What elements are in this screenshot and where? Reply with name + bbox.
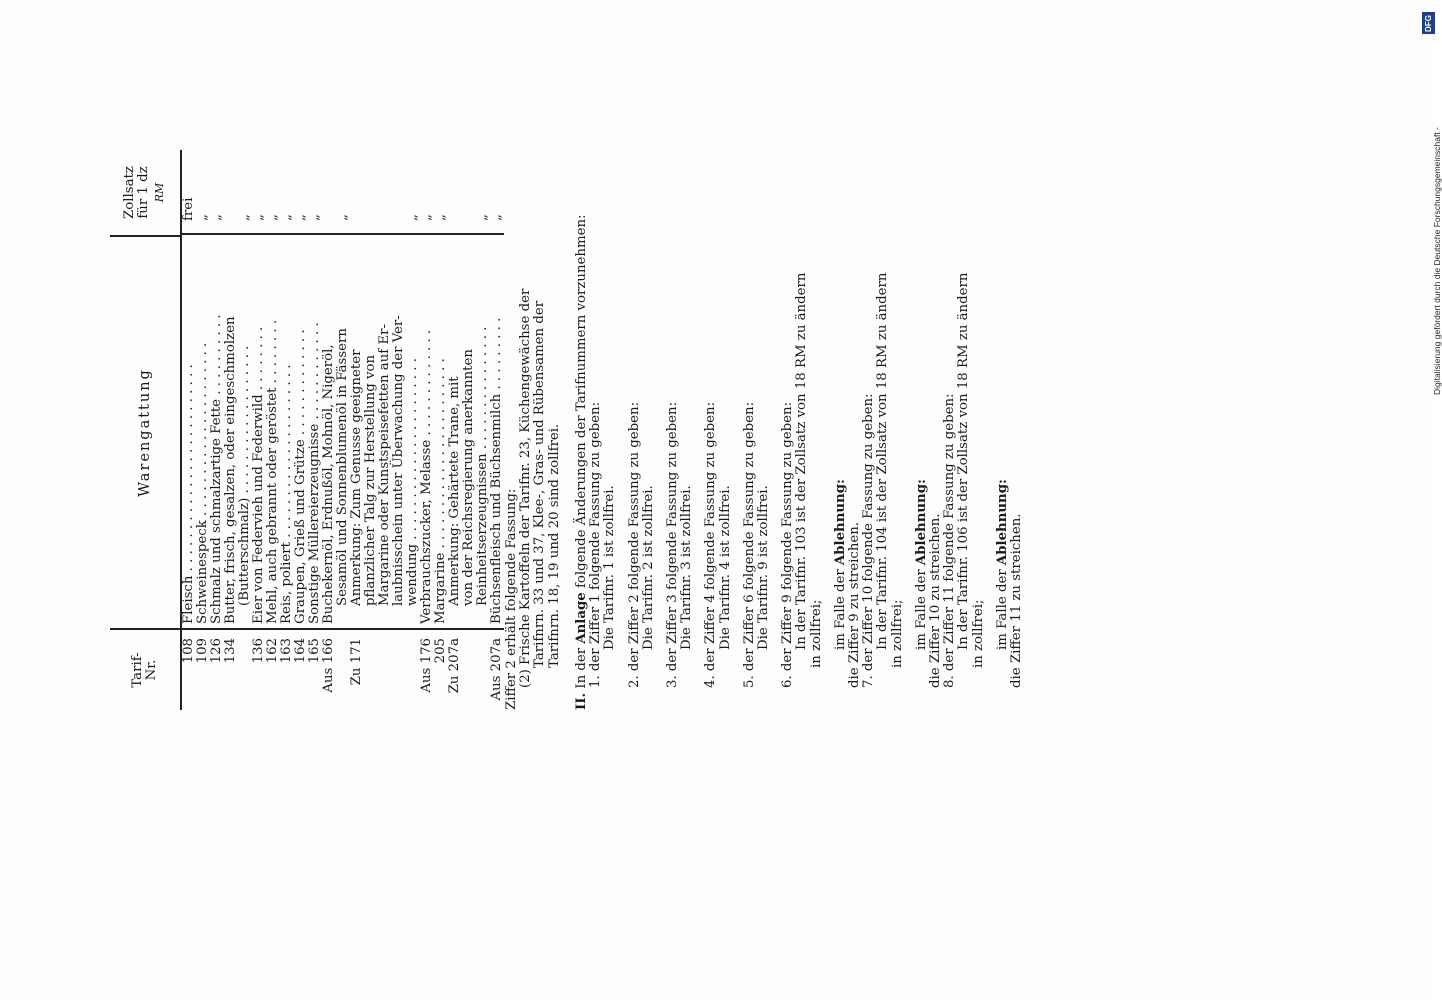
- cell-ware: wendung . . . . . . . . . . . . . . . . . . . . . .: [406, 235, 420, 630]
- item-number: 4.: [703, 675, 719, 688]
- amendment-sub: In der Tarifnr. 104 ist der Zollsatz von 18 RM zu ändern: [875, 272, 891, 650]
- amendment-item: [743, 150, 781, 710]
- cell-zoll: „: [280, 150, 294, 235]
- header-zollsatz-unit: RM: [153, 182, 166, 203]
- table-row: [476, 150, 490, 710]
- cell-nr: [336, 630, 350, 710]
- ziffer2-line: (2) Frische Kartoffeln der Tarifnr. 23, Küchengewächse der: [518, 288, 534, 688]
- cell-ware: Reis, poliert . . . . . . . . . . . . . . . . . . . . .: [280, 235, 294, 630]
- falle-pre: im Falle der: [913, 565, 929, 650]
- cell-ware: Schweinespeck . . . . . . . . . . . . . . . . . . . . .: [196, 235, 210, 630]
- header-zollsatz: [110, 150, 180, 235]
- cell-zoll: „: [266, 150, 280, 235]
- falle-pre: im Falle der: [994, 565, 1010, 650]
- header-tarif-nr: [110, 628, 180, 710]
- amendment-line: [743, 150, 757, 710]
- amendment-sub: Die Tarifnr. 9 ist zollfrei.: [756, 485, 772, 650]
- item-number: 5.: [741, 675, 757, 688]
- table-row: [280, 150, 294, 710]
- section-two: [575, 150, 1024, 710]
- header-warengattung-label: Warengattung: [137, 368, 153, 497]
- item-text: der Ziffer 4 folgende Fassung zu geben:: [703, 401, 719, 672]
- cell-zoll: [378, 150, 392, 235]
- cell-nr: 164: [293, 638, 308, 664]
- cell-nr: [364, 630, 378, 710]
- table-header: [110, 150, 182, 710]
- header-warengattung: [110, 235, 180, 628]
- table-row: [462, 150, 476, 710]
- cell-ware: Graupen, Grieß und Grütze . . . . . . . . . . . . .: [294, 235, 308, 630]
- cell-ware: (Butterschmalz) . . . . . . . . . . . . . . . . . .: [238, 235, 252, 630]
- amendment-list: [589, 150, 781, 710]
- header-zollsatz-line1: Zollsatz: [122, 166, 137, 219]
- cell-nr: [476, 630, 490, 710]
- item-number: 2.: [626, 675, 642, 688]
- cell-zoll: [350, 150, 364, 235]
- cell-zoll: „: [308, 150, 322, 235]
- cell-zoll: „: [420, 150, 434, 235]
- table-row: [196, 150, 210, 710]
- cell-nr: 126: [209, 638, 224, 664]
- dfg-logo: [1422, 12, 1435, 34]
- table-row: [364, 150, 378, 710]
- cell-zoll: [364, 150, 378, 235]
- table-row: [378, 150, 392, 710]
- ablehnung: Ablehnung:: [994, 479, 1010, 566]
- cell-nr: Aus 207a: [489, 638, 504, 701]
- ziffer2-line: Tarifnrn. 33 und 37, Klee-, Gras- und Rübensamen der: [532, 300, 548, 668]
- cell-ware: Reinheitserzeugnissen . . . . . . . . . . . . . . .: [476, 235, 490, 630]
- table-row: [294, 150, 308, 710]
- cell-ware: laubnisschein unter Überwachung der Ver-: [392, 235, 406, 630]
- table-row: [224, 150, 238, 710]
- table-row: [252, 150, 266, 710]
- table-row: [210, 150, 224, 710]
- table-row: [392, 150, 406, 710]
- cell-nr: Zu 171: [349, 638, 364, 686]
- cell-zoll: „: [196, 150, 210, 235]
- amendment-sub: in zollfrei;: [970, 599, 986, 668]
- cell-nr: Aus 166: [321, 638, 336, 693]
- ablehnung: Ablehnung:: [913, 479, 929, 566]
- cell-nr: 136: [251, 638, 266, 664]
- cell-ware: Margarine . . . . . . . . . . . . . . . . . . . . . . .: [434, 235, 448, 630]
- cell-nr: [462, 630, 476, 710]
- table-row: [322, 150, 336, 710]
- cell-ware: pflanzlicher Talg zur Herstellung von: [364, 235, 378, 630]
- amendment-item-7: [862, 150, 943, 710]
- item-text: der Ziffer 9 folgende Fassung zu geben:: [780, 401, 796, 672]
- cell-zoll: „: [490, 150, 504, 235]
- amendment-line: [943, 150, 957, 710]
- item-text: der Ziffer 11 folgende Fassung zu geben:: [942, 393, 958, 672]
- cell-zoll: [448, 150, 462, 235]
- amendment-line: [666, 150, 680, 710]
- ziffer2-line: Tarifnrn. 18, 19 und 20 sind zollfrei.: [546, 423, 562, 668]
- cell-ware: Buchekernöl, Erdnußöl, Mohnöl, Nigeröl,: [322, 235, 336, 630]
- strike-line: die Ziffer 10 zu streichen.: [928, 513, 944, 688]
- cell-ware: Anmerkung: Gehärtete Trane, mit: [448, 235, 462, 630]
- cell-nr: [238, 630, 252, 710]
- item-text: der Ziffer 10 folgende Fassung zu geben:: [861, 393, 877, 672]
- table-row: [238, 150, 252, 710]
- cell-zoll: frei: [182, 150, 196, 235]
- cell-nr: 109: [195, 638, 210, 664]
- cell-ware: Verbrauchszucker, Melasse . . . . . . . . . . . . .: [420, 235, 434, 630]
- table-row: [350, 150, 364, 710]
- header-zollsatz-line2: für 1 dz: [136, 166, 151, 219]
- cell-ware: Anmerkung: Zum Genusse geeigneter: [350, 235, 364, 630]
- amendment-item-8: [943, 150, 1024, 710]
- item-text: der Ziffer 1 folgende Fassung zu geben:: [588, 401, 604, 672]
- ablehnung: Ablehnung:: [832, 479, 848, 566]
- table-row: [448, 150, 462, 710]
- cell-nr: 108: [181, 638, 196, 664]
- cell-ware: Schmalz und schmalzartige Fette . . . . . . . . . .: [210, 235, 224, 630]
- amendment-sub: in zollfrei;: [889, 599, 905, 668]
- intro-post: folgende Änderungen der Tarifnummern vorzunehmen:: [574, 214, 589, 593]
- amendment-sub: In der Tarifnr. 106 ist der Zollsatz von 18 RM zu ändern: [956, 272, 972, 650]
- cell-ware: Margarine oder Kunstspeisefetten auf Er-: [378, 235, 392, 630]
- table-row: [490, 150, 504, 710]
- cell-zoll: [462, 150, 476, 235]
- table-row: [266, 150, 280, 710]
- amendment-item: [589, 150, 627, 710]
- cell-nr: 165: [307, 638, 322, 664]
- dfg-logo-text: DFG: [1424, 14, 1434, 32]
- cell-zoll: [322, 150, 336, 235]
- ziffer2-block: [505, 150, 562, 710]
- table-row: [406, 150, 420, 710]
- strike-line: die Ziffer 11 zu streichen.: [1009, 513, 1025, 688]
- cell-ware: Sonstige Müllereierzeugnisse . . . . . . . . . . . .: [308, 235, 322, 630]
- cell-ware: Büchsenfleisch und Büchsenmilch . . . . . . . . .: [490, 235, 504, 630]
- cell-nr: 162: [265, 638, 280, 664]
- amendment-line: [781, 150, 795, 710]
- cell-zoll: „: [336, 150, 350, 235]
- cell-zoll: [392, 150, 406, 235]
- cell-ware: Fleisch . . . . . . . . . . . . . . . . . . . . . . . . .: [182, 235, 196, 630]
- table-body: [182, 150, 504, 710]
- cell-zoll: „: [238, 150, 252, 235]
- cell-ware: Sesamöl und Sonnenblumenöl in Fässern: [336, 235, 350, 630]
- falle-pre: im Falle der: [832, 565, 848, 650]
- falle-line: [996, 150, 1010, 710]
- cell-ware: Mehl, auch gebrannt oder geröstet . . . . . . . .: [266, 235, 280, 630]
- cell-ware: Butter, frisch, gesalzen, oder eingeschmolzen: [224, 235, 238, 630]
- item-number: 6.: [780, 675, 796, 688]
- cell-zoll: „: [252, 150, 266, 235]
- cell-ware: Eier von Federvieh und Federwild . . . . . . . .: [252, 235, 266, 630]
- section-two-intro: [575, 150, 589, 710]
- cell-nr: Aus 176: [419, 638, 434, 693]
- table-row: [182, 150, 196, 710]
- amendment-line: [704, 150, 718, 710]
- tariff-table: [110, 150, 504, 710]
- amendment-sub: Die Tarifnr. 2 ist zollfrei.: [640, 485, 656, 650]
- item-number: 1.: [588, 675, 604, 688]
- table-row: [420, 150, 434, 710]
- amendment-line: [862, 150, 876, 710]
- item-number: 8.: [942, 675, 958, 688]
- cell-zoll: „: [406, 150, 420, 235]
- amendment-sub: In der Tarifnr. 103 ist der Zollsatz von 18 RM zu ändern: [794, 272, 810, 650]
- cell-nr: 205: [433, 638, 448, 664]
- cell-ware: von der Reichsregierung anerkannten: [462, 235, 476, 630]
- ziffer2-line: Ziffer 2 erhält folgende Fassung:: [504, 488, 519, 710]
- amendment-item-6: [781, 150, 862, 710]
- amendment-sub: Die Tarifnr. 1 ist zollfrei.: [602, 485, 618, 650]
- falle-line: [915, 150, 929, 710]
- rotated-document: [110, 150, 1340, 710]
- item-number: 7.: [861, 675, 877, 688]
- item-text: der Ziffer 3 folgende Fassung zu geben:: [665, 401, 681, 672]
- amendment-line: [589, 150, 603, 710]
- cell-zoll: [224, 150, 238, 235]
- item-number: 3.: [665, 675, 681, 688]
- cell-nr: 134: [223, 638, 238, 664]
- amendment-sub: Die Tarifnr. 4 ist zollfrei.: [717, 485, 733, 650]
- funding-note: Digitalisierung gefördert durch die Deutsche Forschungsgemeinschaft -: [1432, 127, 1442, 395]
- cell-nr: [378, 630, 392, 710]
- amendment-item: [704, 150, 742, 710]
- amendment-line: [628, 150, 642, 710]
- table-row: [336, 150, 350, 710]
- table-row: [434, 150, 448, 710]
- table-row: [308, 150, 322, 710]
- section-number: II.: [574, 692, 589, 710]
- strike-line: die Ziffer 9 zu streichen.: [847, 521, 863, 688]
- cell-nr: [406, 630, 420, 710]
- item-text: der Ziffer 2 folgende Fassung zu geben:: [626, 401, 642, 672]
- cell-zoll: „: [294, 150, 308, 235]
- intro-pre: In der: [574, 643, 589, 689]
- cell-zoll: „: [434, 150, 448, 235]
- header-tarif-nr-label: Tarif- Nr.: [130, 652, 159, 688]
- amendment-sub: in zollfrei;: [808, 599, 824, 668]
- dfg-footer: [1420, 0, 1440, 1000]
- cell-nr: [392, 630, 406, 710]
- cell-zoll: „: [476, 150, 490, 235]
- cell-nr: 163: [279, 638, 294, 664]
- cell-nr: Zu 207a: [447, 638, 462, 694]
- falle-line: [834, 150, 848, 710]
- item-text: der Ziffer 6 folgende Fassung zu geben:: [741, 401, 757, 672]
- intro-anlage: Anlage: [574, 592, 589, 644]
- cell-zoll: „: [210, 150, 224, 235]
- amendment-sub: Die Tarifnr. 3 ist zollfrei.: [679, 485, 695, 650]
- amendment-item: [628, 150, 666, 710]
- amendment-item: [666, 150, 704, 710]
